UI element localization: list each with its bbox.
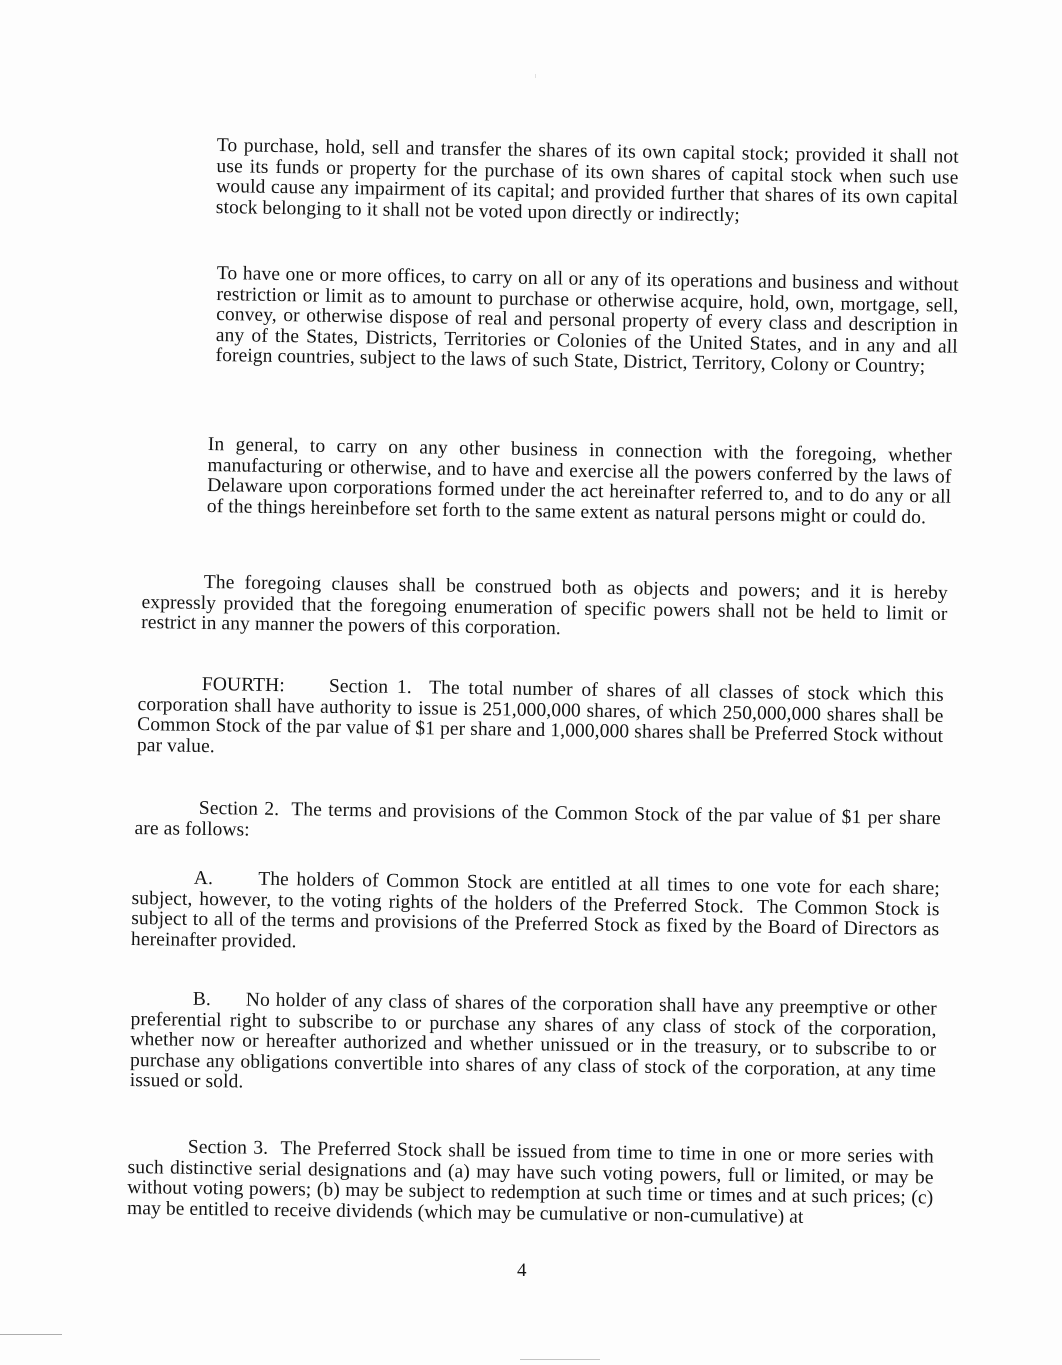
paragraph-offices: To have one or more offices, to carry on all or any of its operations and business and without restriction or limit as to amount to purchase or otherwise acquire, hold, own, mortgage, sell, convey, or otherwise dispose of real and personal property of every class and description in any of the States, Districts, Territories or Colonies of the United States, and in any and all foreign countries, subject to the laws of such State, District, Territory, Colony or Country;	[215, 262, 959, 377]
paragraph-fourth-section-1: FOURTH: Section 1. The total number of shares of all classes of stock which this corporation shall have authority to issue is 251,000,000 shares, of which 250,000,000 shares shall be Common Stock of the par value of $1 per share and 1,000,000 shares shall be Preferred Stock without par value.	[136, 673, 949, 757]
paragraph-purchase-own-stock: To purchase, hold, sell and transfer the shares of its own capital stock; provided it shall not use its funds or property for the purchase of its own shares of capital stock when such use would cause any impairment of its capital; and provided further that shares of its own capital stock belonging to it shall not be voted upon directly or indirectly;	[215, 134, 959, 226]
scan-artifact-left	[0, 1334, 62, 1335]
paragraph-clause-a: A. The holders of Common Stock are entitled at all times to one vote for each share; subject, however, to the voting rights of the holders of the Preferred Stock. The Common Stock is subject to all of the terms and provisions of the Preferred Stock as fixed by the Board of Directors as hereinafter provided.	[130, 867, 945, 952]
paragraph-section-3: Section 3. The Preferred Stock shall be issued from time to time in one or more series with such distinctive serial designations and (a) may have such voting powers, full or limited, or may be without voting powers; (b) may be subject to redemption at such time or times and at such prices; (c) may be entitled to receive dividends (which may be cumulative or non-cumulative) at	[126, 1136, 939, 1227]
page-number: 4	[517, 1260, 527, 1281]
scan-artifact-bottom	[520, 1359, 600, 1360]
scan-artifact-top	[535, 74, 536, 78]
paragraph-clause-b: B. No holder of any class of shares of the corporation shall have any preemptive or other preferential right to subscribe to or purchase any shares of any class of stock of the corporation, whether now or hereafter authorized and whether unissued or in the treasury, or to subscribe to or purchase any obligations convertible into shares of any class of stock of the corporation, at any time issued or sold.	[129, 988, 942, 1092]
paragraph-general-business: In general, to carry on any other business in connection with the foregoing, whether manufacturing or otherwise, and to have and exercise all the powers conferred by the laws of Delaware upon corporations formed under the act hereinafter referred to, and to do any or all of the things hereinbefore set forth to the same extent as natural persons might or could do.	[206, 433, 952, 528]
paragraph-construction: The foregoing clauses shall be construed both as objects and powers; and it is hereby expressly provided that the foregoing enumeration of specific powers shall not be held to limit or restrict in any manner the powers of this corporation.	[141, 571, 948, 639]
paragraph-section-2: Section 2. The terms and provisions of the Common Stock of the par value of $1 per share are as follows:	[134, 797, 946, 840]
